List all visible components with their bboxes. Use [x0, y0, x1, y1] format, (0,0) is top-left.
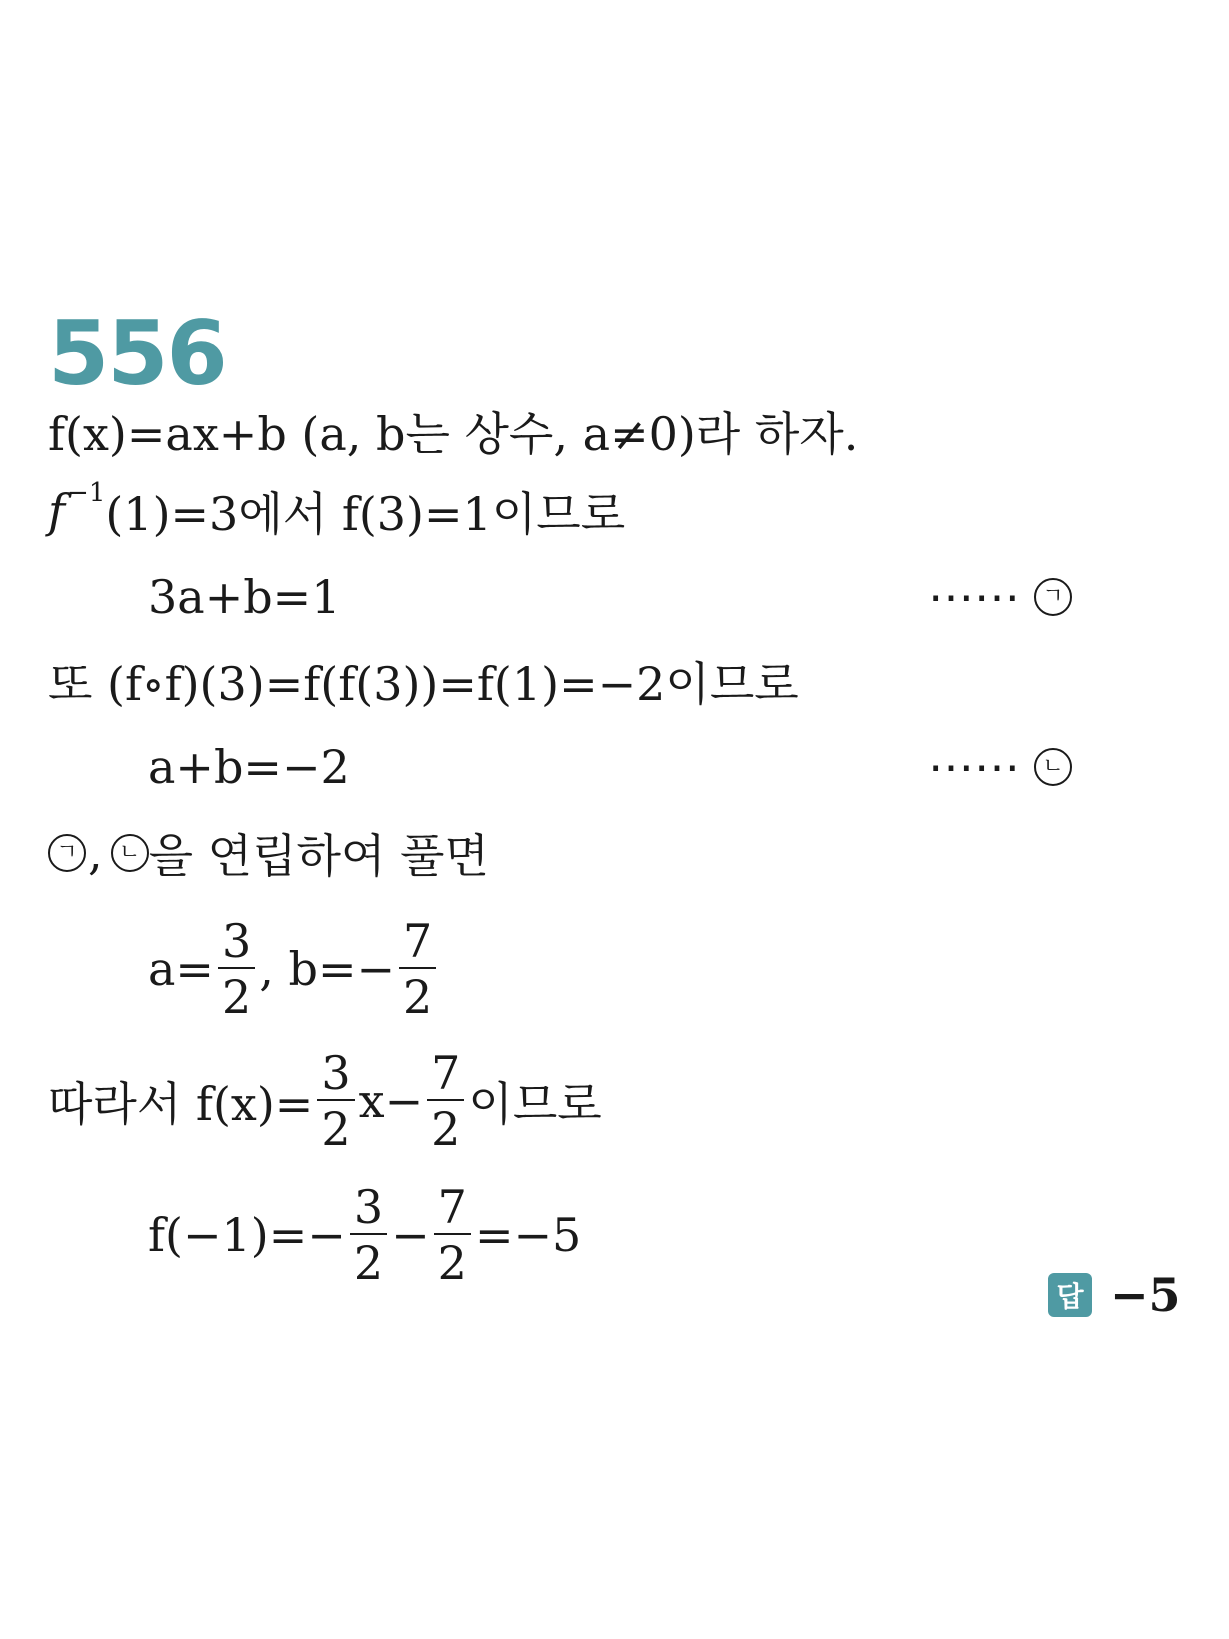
fraction-const — [427, 1045, 464, 1156]
answer — [1048, 1260, 1181, 1330]
fraction-final-2-denominator: 2 — [434, 1233, 471, 1287]
fraction-b — [399, 913, 436, 1024]
function-result-mid: x− — [358, 1074, 424, 1128]
fraction-final-2-numerator: 7 — [437, 1179, 467, 1234]
solution-line-4: 또 (f∘f)(3)=f(f(3))=f(1)=−2이므로 — [48, 657, 799, 711]
fraction-final-1 — [350, 1179, 387, 1290]
function-result-suffix: 이므로 — [468, 1077, 602, 1131]
final-calculation-prefix: f(−1)=− — [148, 1208, 346, 1262]
fraction-const-denominator: 2 — [427, 1099, 464, 1153]
solution-line-2 — [48, 476, 625, 546]
problem-number: 556 — [48, 302, 226, 405]
fraction-b-denominator: 2 — [399, 967, 436, 1021]
fraction-coef-denominator: 2 — [317, 1099, 354, 1153]
fraction-coef-numerator: 3 — [321, 1045, 351, 1100]
fraction-final-1-denominator: 2 — [350, 1233, 387, 1287]
circled-nieun-icon: ㄴ — [1034, 748, 1072, 786]
answer-value: −5 — [1110, 1268, 1181, 1322]
fraction-final-1-numerator: 3 — [353, 1179, 384, 1234]
circled-nieun-icon: ㄴ — [111, 834, 149, 872]
value-b-label: , b=− — [259, 942, 396, 996]
equation-1-dots: ⋯⋯ — [928, 570, 1020, 624]
equation-1-label — [928, 562, 1072, 632]
solution-line-2-text: (1)=3에서 f(3)=1이므로 — [105, 487, 626, 541]
fraction-const-numerator: 7 — [431, 1045, 461, 1100]
answer-badge: 답 — [1048, 1273, 1092, 1317]
fraction-final-2 — [434, 1179, 471, 1290]
solution-line-1: f(x)=ax+b (a, b는 상수, a≠0)라 하자. — [48, 407, 859, 461]
fraction-a-numerator: 3 — [221, 913, 252, 968]
equation-1: 3a+b=1 — [148, 570, 341, 624]
inverse-exponent: −1 — [67, 478, 106, 508]
final-calculation-minus: − — [391, 1208, 430, 1262]
equation-2-dots: ⋯⋯ — [928, 740, 1020, 794]
final-calculation — [148, 1179, 582, 1290]
function-result-prefix: 따라서 f(x)= — [48, 1077, 314, 1131]
function-result-line — [48, 1045, 602, 1156]
fraction-a — [218, 913, 255, 1024]
fraction-coef — [317, 1045, 354, 1156]
separator-comma: , — [88, 826, 103, 880]
inverse-function-symbol: f — [48, 484, 66, 538]
equation-2-label — [928, 732, 1072, 802]
value-a-label: a= — [148, 942, 214, 996]
final-calculation-result: =−5 — [474, 1208, 582, 1262]
solution-line-6 — [48, 818, 489, 888]
solution-line-6-text: 을 연립하여 풀면 — [148, 829, 489, 883]
fraction-a-denominator: 2 — [218, 967, 255, 1021]
equation-2: a+b=−2 — [148, 740, 350, 794]
solution-values — [148, 913, 440, 1024]
fraction-b-numerator: 7 — [403, 913, 433, 968]
circled-giyeok-icon: ㄱ — [48, 834, 86, 872]
circled-giyeok-icon: ㄱ — [1034, 578, 1072, 616]
